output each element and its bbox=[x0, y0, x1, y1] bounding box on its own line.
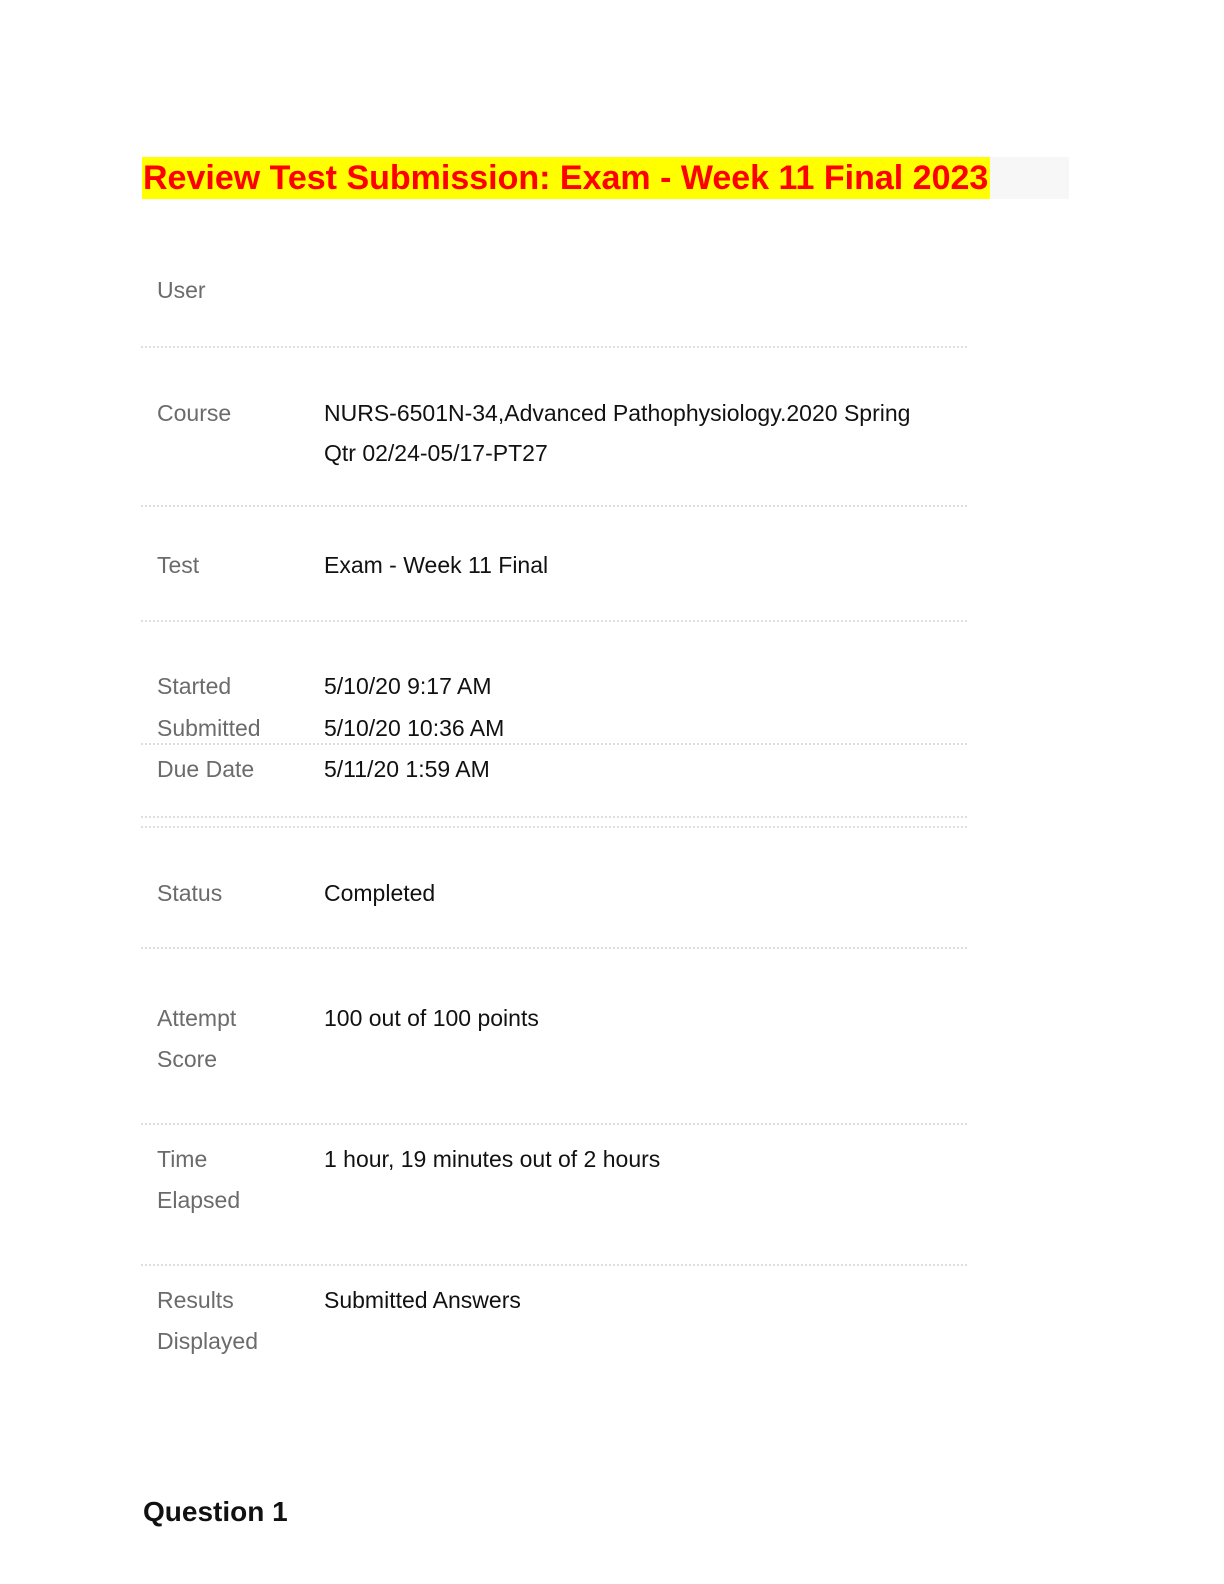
test-label: Test bbox=[157, 552, 200, 578]
status-value: Completed bbox=[324, 880, 436, 906]
divider bbox=[141, 816, 967, 818]
divider bbox=[141, 1264, 967, 1266]
attempt-score-value: 100 out of 100 points bbox=[324, 1005, 539, 1031]
course-value-line2: Qtr 02/24-05/17-PT27 bbox=[324, 440, 548, 466]
time-elapsed-label-line1: Time bbox=[157, 1146, 208, 1172]
started-label: Started bbox=[157, 673, 232, 699]
divider bbox=[141, 947, 967, 949]
divider bbox=[141, 1123, 967, 1125]
status-label: Status bbox=[157, 880, 223, 906]
due-date-value: 5/11/20 1:59 AM bbox=[324, 756, 490, 782]
attempt-score-label-line2: Score bbox=[157, 1046, 218, 1072]
divider bbox=[141, 620, 967, 622]
question-heading: Question 1 bbox=[143, 1496, 288, 1527]
divider bbox=[141, 743, 967, 745]
divider bbox=[141, 826, 967, 828]
time-elapsed-label-line2: Elapsed bbox=[157, 1187, 241, 1213]
results-displayed-label-line2: Displayed bbox=[157, 1328, 258, 1354]
divider bbox=[141, 505, 967, 507]
submitted-value: 5/10/20 10:36 AM bbox=[324, 715, 505, 741]
results-displayed-value: Submitted Answers bbox=[324, 1287, 521, 1313]
user-label: User bbox=[157, 277, 206, 303]
attempt-score-label-line1: Attempt bbox=[157, 1005, 237, 1031]
started-value: 5/10/20 9:17 AM bbox=[324, 673, 492, 699]
due-date-label: Due Date bbox=[157, 756, 255, 782]
course-value-line1: NURS-6501N-34,Advanced Pathophysiology.2020 Spring bbox=[324, 400, 911, 426]
time-elapsed-value: 1 hour, 19 minutes out of 2 hours bbox=[324, 1146, 661, 1172]
test-value: Exam - Week 11 Final bbox=[324, 552, 549, 578]
divider bbox=[141, 346, 967, 348]
page-title: Review Test Submission: Exam - Week 11 Final 2023 bbox=[143, 159, 989, 197]
course-label: Course bbox=[157, 400, 232, 426]
results-displayed-label-line1: Results bbox=[157, 1287, 234, 1313]
submitted-label: Submitted bbox=[157, 715, 261, 741]
